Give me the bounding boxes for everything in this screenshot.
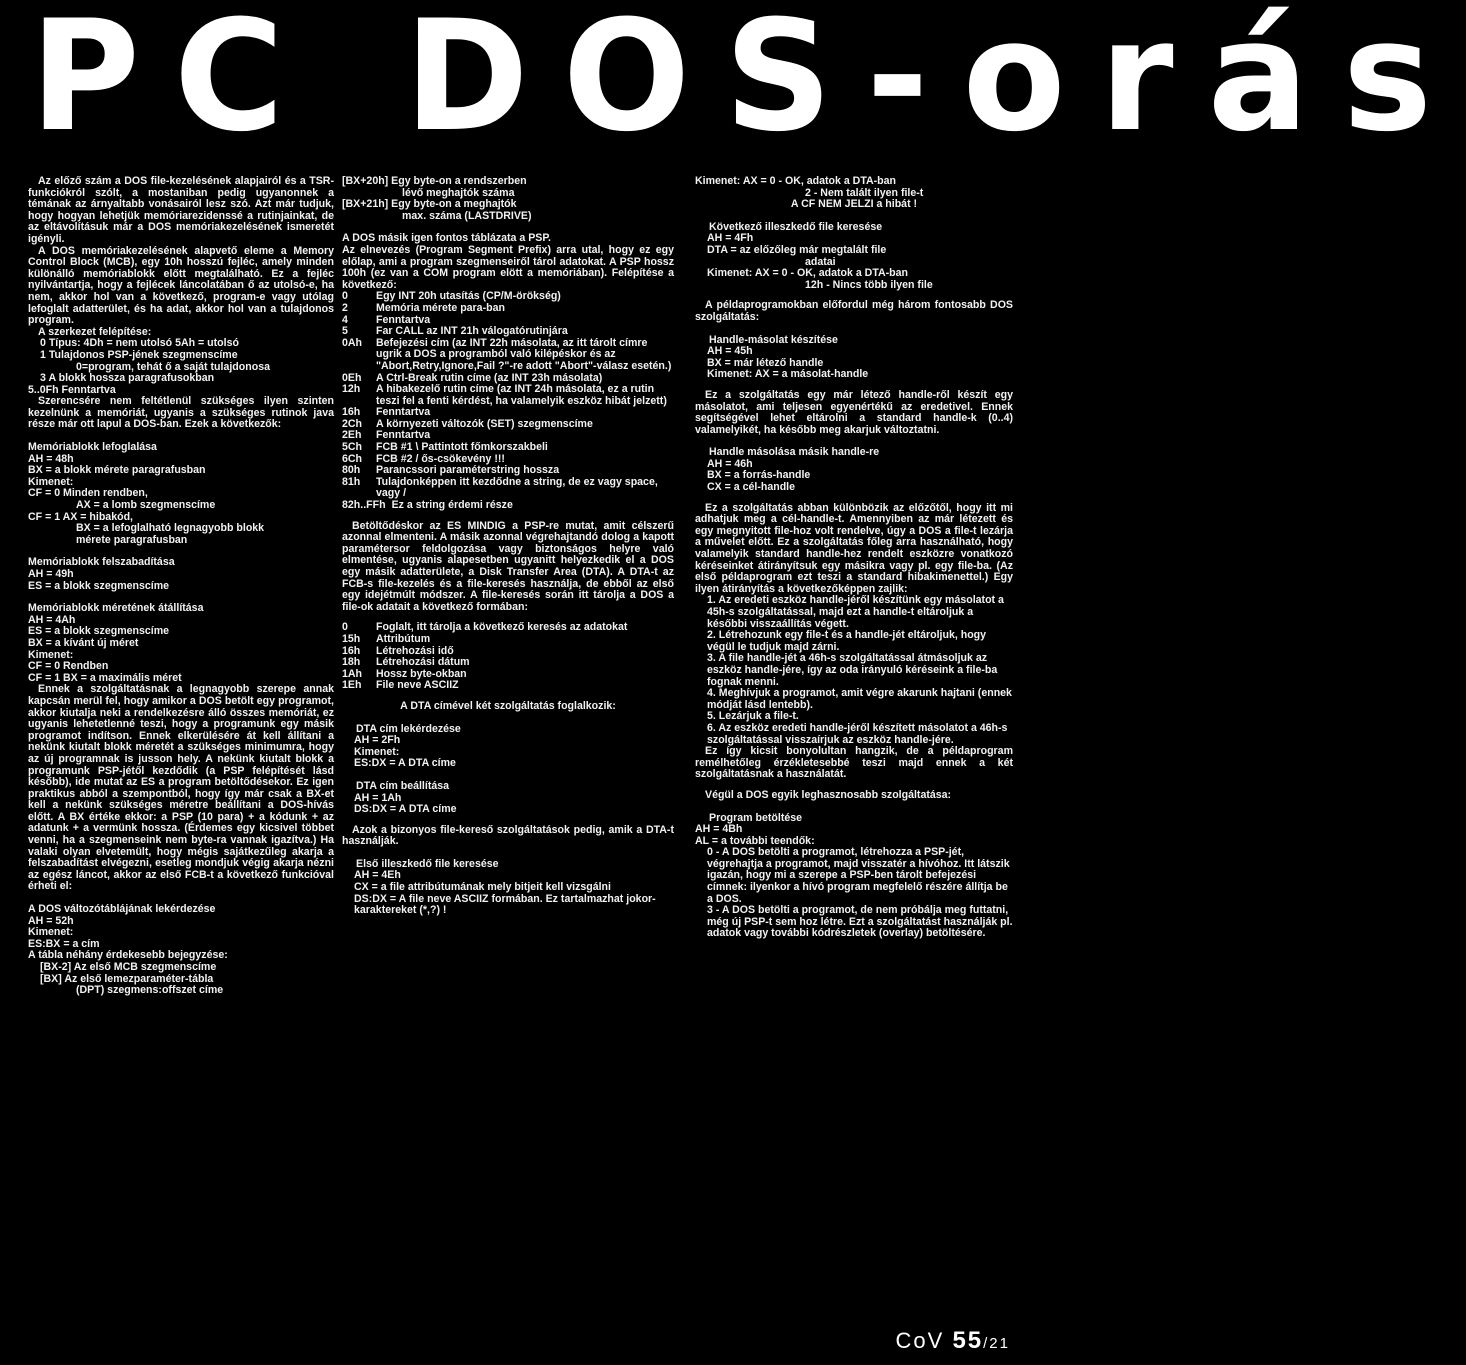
code-line: Kimenet: — [354, 745, 400, 758]
offset-cell: 2Eh — [342, 429, 362, 442]
table-row — [342, 657, 674, 669]
section-heading: Memóriablokk lefoglalása — [28, 441, 157, 454]
offset-cell: 5 — [342, 325, 348, 338]
intro-paragraph-2: A DOS memóriakezelésének alapvető eleme a Memory Control Block (MCB), egy 10h hosszú fejléc, amely minden különálló memóriablokk előtt megtalálható. Ez a fejléc nyilvántartja, hogy a fejlécek láncolatában ő az utolsó-e, ha nem, akkor hol van a következő, program-e vagy utólag lefoglalt adatterület, és ha adat, akkor hol van a tulajdonos program. — [28, 244, 334, 327]
code-line: AH = 45h — [707, 345, 753, 358]
desc-cell: Foglalt, itt tárolja a következő keresés az adatokat — [376, 621, 628, 634]
desc-cell: Fenntartva — [376, 429, 431, 442]
struct-line: 1 Tulajdonos PSP-jének szegmenscíme — [40, 348, 238, 361]
offset-cell: 82h..FFh — [342, 499, 386, 512]
paragraph: A példaprogramokban előfordul még három fontosabb DOS szolgáltatás: — [695, 299, 1013, 323]
paragraph: Végül a DOS egyik leghasznosabb szolgáltatása: — [705, 788, 952, 801]
code-line: CF = 0 Rendben — [28, 660, 109, 673]
offset-cell: 2 — [342, 301, 348, 314]
code-line: AH = 1Ah — [354, 791, 402, 804]
desc-cell: Létrehozási idő — [376, 644, 454, 657]
list-item: 5. Lezárjuk a file-t. — [707, 710, 799, 723]
desc-cell: Fenntartva — [376, 313, 431, 326]
code-line: AH = 52h — [28, 914, 74, 927]
code-line: ES:BX = a cím — [28, 937, 100, 950]
section-heading: Első illeszkedő file keresése — [356, 857, 499, 870]
code-line: BX = már létező handle — [707, 356, 824, 369]
code-line: [BX-2] Az első MCB szegmenscíme — [40, 961, 217, 973]
desc-cell: Tulajdonképpen itt kezdődne a string, de ez vagy space, vagy / — [376, 475, 658, 500]
desc-cell: Memória mérete para-ban — [376, 301, 505, 314]
code-line: Kimenet: AX = 0 - OK, adatok a DTA-ban — [695, 175, 897, 187]
desc-cell: File neve ASCIIZ — [376, 679, 459, 692]
table-row — [342, 338, 674, 373]
code-line: [BX+20h] Egy byte-on a rendszerben — [342, 175, 527, 187]
paragraph: Ez a szolgáltatás egy már létező handle-ről készít egy másolatot, ami teljesen egyenértékű az eredetivel. Ennek segítségével lehet eltárolni a standard handle-k (0..4) valamelyikét, ha később meg akarjuk változtatni. — [695, 388, 1013, 436]
table-row — [342, 384, 674, 407]
desc-cell: Hossz byte-okban — [376, 667, 467, 680]
code-line: CX = a cél-handle — [707, 481, 796, 494]
section-heading: DTA cím beállítása — [356, 779, 450, 792]
list-item: 2. Létrehozunk egy file-t és a handle-jét eltároljuk, hogy végül le tudjuk majd zárni. — [707, 629, 987, 653]
page-number: 55 — [952, 1327, 984, 1354]
struct-line: 0 Típus: 4Dh = nem utolsó 5Ah = utolsó — [40, 337, 239, 350]
table-row — [342, 326, 674, 338]
desc-cell: Egy INT 20h utasítás (CP/M-örökség) — [376, 290, 561, 303]
offset-cell: 81h — [342, 475, 361, 488]
offset-cell: 0Ah — [342, 336, 363, 349]
section-heading: Handle másolása másik handle-re — [709, 446, 880, 459]
page-title: PC DOS-orás — [30, 0, 1466, 166]
paragraph: Az elnevezés (Program Segment Prefix) arra utal, hogy ez egy előlap, ami a program szegmenseiről tárol adatokat. A PSP hossz 100h (ez van a COM program elött a memóriában). Felépítése a következő: — [342, 243, 674, 291]
desc-cell: Fenntartva — [376, 406, 431, 419]
code-line: Kimenet: — [28, 475, 74, 488]
struct-line: 5..0Fh Fenntartva — [28, 383, 116, 396]
offset-cell: 15h — [342, 632, 361, 645]
desc-cell: Befejezési cím (az INT 22h másolata, az itt tárolt címre ugrik a DOS a programból való kilépéskor és az "Abort,Retry,Ignore,Fail ?"-re adott "Abort"-válasz esetén.) — [376, 336, 672, 372]
paragraph: Ez a szolgáltatás abban különbözik az előzőtől, hogy itt mi adhatjuk meg a cél-handle-t. Amennyiben az már létezett és egy megnyitott file-hoz volt rendelve, úgy a DOS a file-t lezárja a művelet előtt. Ez a szolgáltatás főleg arra használható, hogy valamelyik standard handle-hez rendelt eszközre vonatkozó kéréseinket átirányítsuk egy másikra vagy pl. egy file-ba. (Az első példaprogram ezt teszi a standard hibakimenettel.) Egy ilyen átirányítás a következőképpen zajlik: — [695, 501, 1013, 595]
table-row — [342, 303, 674, 315]
offset-cell: 6Ch — [342, 452, 363, 465]
list-item: 6. Az eszköz eredeti handle-jéről készített másolatot a 46h-s szolgáltatással visszaírjuk az eszköz handle-jére. — [707, 721, 1008, 746]
code-line: AH = 49h — [28, 568, 74, 580]
code-line: AX = a lomb szegmenscíme — [76, 499, 216, 512]
code-line: AH = 4Fh — [707, 232, 754, 245]
code-line: CF = 0 Minden rendben, — [28, 487, 148, 500]
code-line: BX = a kívánt új méret — [28, 636, 139, 649]
offset-cell: 0Eh — [342, 371, 362, 384]
code-line: Kimenet: — [28, 926, 74, 939]
offset-cell: 16h — [342, 406, 361, 419]
table-row — [342, 680, 674, 692]
offset-cell: 0 — [342, 290, 348, 303]
code-line: A tábla néhány érdekesebb bejegyzése: — [28, 949, 228, 962]
offset-cell: 0 — [342, 621, 348, 634]
section-heading: A DOS másik igen fontos táblázata a PSP. — [342, 232, 551, 245]
offset-cell: 80h — [342, 464, 361, 477]
section-heading: Program betöltése — [709, 811, 803, 824]
code-line: adatai — [805, 255, 836, 268]
offset-cell: 12h — [342, 383, 361, 396]
psp-table — [342, 291, 674, 511]
code-line: AL = a további teendők: — [695, 834, 815, 847]
code-line: Kimenet: AX = 0 - OK, adatok a DTA-ban — [707, 267, 909, 280]
table-row — [342, 634, 674, 646]
magazine-logo: CoV — [895, 1328, 945, 1353]
list-item: 3 - A DOS betölti a programot, de nem próbálja meg futtatni, még új PSP-t sem hoz létre. Ezt a szolgáltatást használják pl. adatok vagy további kódrészletek (overlay) betöltésére. — [707, 904, 1013, 940]
table-row — [342, 442, 674, 454]
code-line: AH = 48h — [28, 452, 74, 465]
desc-cell: FCB #1 \ Pattintott főmkorszakbeli — [376, 441, 548, 454]
paragraph: Betöltődéskor az ES MINDIG a PSP-re mutat, amit célszerű azonnal elmenteni. A másik azonnal végrehajtandó dolog a kapott paramétersor feldolgozása vagy biztonságos helyre való elmentése, ugyanis alapesetben ugyanitt helyezkedik el a DOS egy másik adatterülete, a Disk Transfer Area (DTA). A DTA-t az FCB-s file-kezelés és a file-keresés használja, de ebből az első egy idejétmúlt módszer. A file-keresés során itt tárolja a DOS a file-ok adatait a következő formában: — [342, 519, 674, 613]
code-line: CF = 1 AX = hibakód, — [28, 510, 133, 523]
offset-cell: 5Ch — [342, 441, 363, 454]
desc-cell: Parancssori paraméterstring hossza — [376, 464, 560, 477]
code-line: DTA = az előzőleg már megtalált file — [707, 243, 887, 256]
code-line: BX = a forrás-handle — [707, 469, 811, 482]
struct-line: 3 A blokk hossza paragrafusokban — [40, 372, 215, 385]
table-row — [342, 477, 674, 500]
offset-cell: 1Ah — [342, 667, 363, 680]
page-footer — [896, 1327, 1010, 1355]
offset-cell: 1Eh — [342, 679, 362, 692]
code-line: CX = a file attribútumának mely bitjeit kell vizsgálni — [354, 881, 611, 894]
code-line: (DPT) szegmens:offszet címe — [76, 984, 224, 997]
code-line: AH = 4Ah — [28, 613, 76, 626]
desc-cell: A Ctrl-Break rutin címe (az INT 23h másolata) — [376, 371, 603, 384]
code-line: AH = 4Bh — [695, 823, 743, 836]
code-line: BX = a lefoglalható legnagyobb blokk — [76, 522, 265, 535]
column-2 — [342, 176, 674, 917]
desc-cell: A hibakezelő rutin címe (az INT 24h másolata, ez a rutin teszi fel a fenti kérdést, ha valamelyik eszköz hibát jelzett) — [376, 383, 667, 407]
code-line: CF = 1 BX = a maximális méret — [28, 671, 182, 684]
code-line: ES = a blokk szegmenscíme — [28, 579, 170, 592]
code-line: [BX+21h] Egy byte-on a meghajtók — [342, 198, 517, 211]
section-heading: DTA cím lekérdezése — [356, 722, 461, 735]
paragraph: A DTA címével két szolgáltatás foglalkozik: — [400, 699, 616, 712]
section-heading: Memóriablokk méretének átállítása — [28, 602, 204, 615]
code-line: max. száma (LASTDRIVE) — [402, 209, 532, 222]
offset-cell: 16h — [342, 644, 361, 657]
code-line: DS:DX = A DTA címe — [354, 803, 457, 816]
desc-cell: A környezeti változók (SET) szegmenscíme — [376, 417, 593, 430]
column-1 — [28, 176, 334, 997]
code-line: ES = a blokk szegmenscíme — [28, 625, 170, 638]
code-line: AH = 2Fh — [354, 734, 401, 747]
desc-cell: Ez a string érdemi része — [391, 499, 513, 512]
code-line: AH = 46h — [707, 457, 753, 470]
code-line: A CF NEM JELZI a hibát ! — [790, 198, 918, 211]
desc-cell: Far CALL az INT 21h válogatórutinjára — [376, 325, 568, 338]
code-line: AH = 4Eh — [354, 869, 401, 882]
dta-table — [342, 622, 674, 692]
list-item: 3. A file handle-jét a 46h-s szolgáltatással átmásoljuk az eszköz handle-jére, így az oda irányuló kéréseink a file-ba fognak menni. — [707, 652, 998, 688]
desc-cell: Létrehozási dátum — [376, 656, 470, 669]
list-item: 4. Meghívjuk a programot, amit végre akarunk hajtani (ennek módját lásd lentebb). — [707, 687, 1012, 711]
code-line: 2 - Nem talált ilyen file-t — [805, 186, 924, 199]
section-heading: Memóriablokk felszabadítása — [28, 556, 175, 569]
offset-cell: 4 — [342, 313, 348, 326]
code-line: lévő meghajtók száma — [402, 186, 515, 199]
code-line: Kimenet: — [28, 648, 74, 661]
title-band — [0, 0, 1466, 166]
list-item: 1. Az eredeti eszköz handle-jéről készítünk egy másolatot a 45h-s szolgáltatással, majd ezt a handle-t eltároljuk a későbbi visszaállítás végett. — [707, 594, 1004, 630]
paragraph: Ez így kicsit bonyolultan hangzik, de a példaprogram remélhetőleg érzékletesebbé teszi majd ennek a két szolgáltatásnak a használatát. — [695, 745, 1013, 781]
column-3 — [695, 176, 1013, 940]
offset-cell: 18h — [342, 656, 361, 669]
paragraph: Szerencsére nem feltétlenül szükséges ilyen szinten kezelnünk a memóriát, ugyanis a szükséges rutinok java része már ott lapul a DOS-ban. Ezek a következők: — [28, 395, 334, 431]
code-line: Kimenet: AX = a másolat-handle — [707, 368, 869, 381]
intro-paragraph-1: Az előző szám a DOS file-kezelésének alapjairól és a TSR-funkciókról szólt, a mostaniban pedig ugyanonnek a témának az árnyaltabb vonásairól lesz szó. Azt már tudjuk, hogy hogyan lehetjük memóriarezidenssé a rutinjainkat, de az eltávolításuk már a DOS memóriakezelésének ismeretét igényli. — [28, 175, 334, 245]
desc-cell: Attribútum — [376, 632, 431, 645]
section-heading: A DOS változótáblájának lekérdezése — [28, 903, 216, 916]
code-line: mérete paragrafusban — [76, 533, 188, 546]
section-heading: Handle-másolat készítése — [709, 333, 838, 346]
section-heading: Következő illeszkedő file keresése — [709, 220, 883, 233]
struct-title: A szerkezet felépítése: — [38, 325, 152, 338]
table-row — [342, 500, 674, 512]
offset-cell: 2Ch — [342, 417, 363, 430]
paragraph: Azok a bizonyos file-kereső szolgáltatások pedig, amik a DTA-t használják. — [342, 823, 674, 848]
code-line: 12h - Nincs több ilyen file — [805, 278, 933, 291]
code-line: ES:DX = A DTA címe — [354, 757, 456, 770]
paragraph: Ennek a szolgáltatásnak a legnagyobb szerepe annak kapcsán merül fel, hogy amikor a DOS betölt egy programot, akkor kiutalja neki a rendelkezésre álló összes memóriát, ez ugyanis lehetetlenné teszi, hogy a programunk egy másik programot indítson. Ennek elkerülésére át kell állítani a nekünk kiutalt blokk méretét a szükséges minimumra, hogy az új programnak is jusson hely. A nekünk kiutalt blokk a programunk PSP-jétől kezdődik (a PSP felépítését lásd később), ide mutat az ES a program betöltődésekor. Ez igen praktikus abból a szempontból, hogy így már csak a BX-et kell a nekünk szükséges méretre beállítani a DOS-hívás előtt. A BX értéke ekkor: a PSP (10 para) + a kódunk + az adatunk + a vermünk hossza. (Érdemes egy kicsivel többet venni, ha a szegmenseink nem byte-ra vannak igazítva.) Ha valaki olyan elvetemült, hogy mégis sajátkezűleg akarja a felszabadítást elvégezni, esetleg mondjuk végig akarja nézni az egész láncot, akkor az első FCB-t a következő funkcióval érheti el: — [28, 683, 334, 893]
code-line: BX = a blokk mérete paragrafusban — [28, 464, 206, 477]
desc-cell: FCB #2 / ős-csökevény !!! — [376, 452, 505, 465]
code-line: [BX] Az első lemezparaméter-tábla — [40, 972, 214, 985]
code-line: DS:DX = A file neve ASCIIZ formában. Ez tartalmazhat jokor-karaktereket (*,?) ! — [354, 892, 656, 917]
issue-number: /21 — [983, 1335, 1010, 1352]
struct-line: 0=program, tehát ő a saját tulajdonosa — [76, 360, 270, 373]
list-item: 0 - A DOS betölti a programot, létrehozza a PSP-jét, végrehajtja a programot, majd visszatér a hívóhoz. Itt látszik igazán, hogy mi a szerepe a PSP-ben tárolt befejezési címnek: ilyenkor a hívó program megfelelő részére állítja be a DOS. — [707, 846, 1010, 905]
